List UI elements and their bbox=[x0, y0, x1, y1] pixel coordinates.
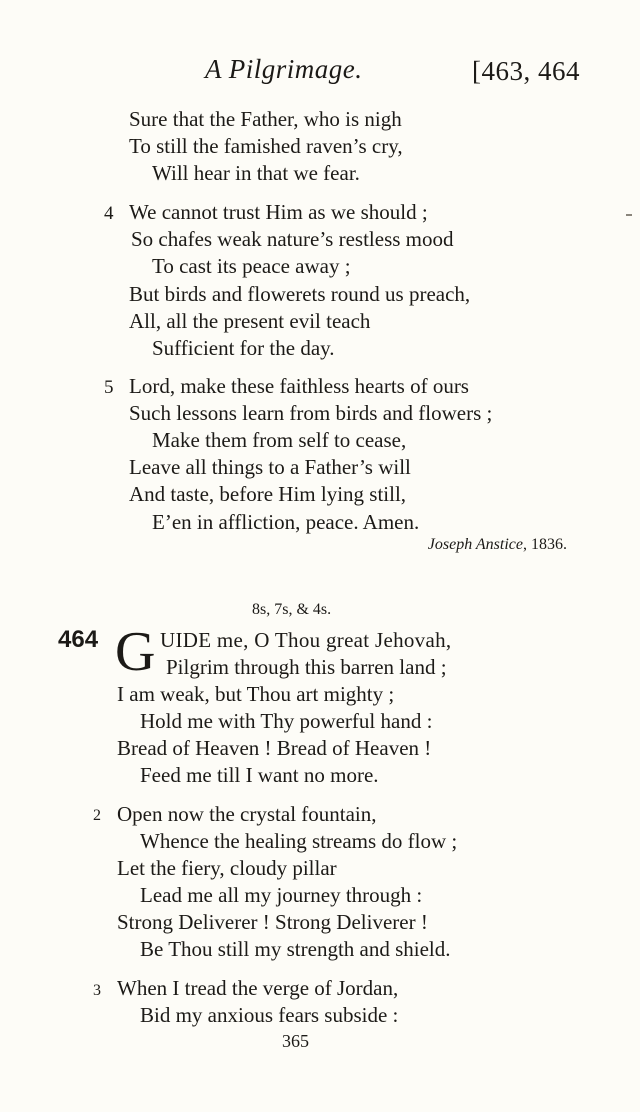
verse-line: Pilgrim through this barren land ; bbox=[166, 655, 447, 679]
verse-line: To still the famished raven’s cry, bbox=[129, 134, 403, 158]
verse-line: Will hear in that we fear. bbox=[152, 161, 360, 185]
verse-line: Hold me with Thy powerful hand : bbox=[140, 709, 433, 733]
verse-number: 3 bbox=[93, 982, 101, 999]
hymn-attribution bbox=[428, 536, 567, 554]
verse-line: And taste, before Him lying still, bbox=[129, 482, 407, 506]
hymn-meter: 8s, 7s, & 4s. bbox=[252, 601, 332, 618]
verse-line: Bid my anxious fears subside : bbox=[140, 1003, 399, 1027]
page-number: 365 bbox=[282, 1031, 309, 1051]
verse-line: Such lessons learn from birds and flowers ; bbox=[129, 401, 493, 425]
verse-line: Let the fiery, cloudy pillar bbox=[117, 856, 337, 880]
margin-mark bbox=[626, 214, 632, 216]
verse-line: Feed me till I want no more. bbox=[140, 763, 379, 787]
verse-line: All, all the present evil teach bbox=[129, 309, 371, 333]
verse-line: I am weak, but Thou art mighty ; bbox=[117, 682, 395, 706]
verse-line: Sure that the Father, who is nigh bbox=[129, 107, 402, 131]
drop-cap: G bbox=[115, 621, 156, 683]
running-title: A Pilgrimage. bbox=[205, 54, 363, 84]
verse-line: Strong Deliverer ! Strong Deliverer ! bbox=[117, 910, 428, 934]
verse-number: 2 bbox=[93, 807, 101, 824]
author-name: Joseph Anstice bbox=[427, 536, 523, 553]
verse-line: Leave all things to a Father’s will bbox=[129, 455, 411, 479]
verse-line: But birds and flowerets round us preach, bbox=[129, 282, 471, 306]
verse-line: Make them from self to cease, bbox=[152, 428, 407, 452]
verse-line: When I tread the verge of Jordan, bbox=[117, 976, 399, 1000]
verse-line: Open now the crystal fountain, bbox=[117, 802, 377, 826]
verse-line: Sufficient for the day. bbox=[152, 336, 335, 360]
verse-line: Lord, make these faithless hearts of ours bbox=[129, 374, 469, 398]
hymn-range: [463, 464 bbox=[472, 56, 580, 86]
hymn-number: 464 bbox=[58, 626, 99, 653]
verse-line: So chafes weak nature’s restless mood bbox=[131, 227, 454, 251]
verse-number: 4 bbox=[104, 203, 114, 224]
verse-line: Whence the healing streams do flow ; bbox=[140, 829, 458, 853]
verse-line: We cannot trust Him as we should ; bbox=[129, 200, 428, 224]
verse-line: To cast its peace away ; bbox=[152, 254, 351, 278]
verse-number: 5 bbox=[104, 377, 114, 398]
verse-line: E’en in affliction, peace. Amen. bbox=[152, 510, 420, 534]
verse-line: Lead me all my journey through : bbox=[140, 883, 423, 907]
author-year: , 1836. bbox=[523, 536, 567, 553]
verse-line: UIDE me, O Thou great Jehovah, bbox=[160, 628, 452, 652]
verse-line: Bread of Heaven ! Bread of Heaven ! bbox=[117, 736, 432, 760]
verse-line: Be Thou still my strength and shield. bbox=[140, 937, 451, 961]
